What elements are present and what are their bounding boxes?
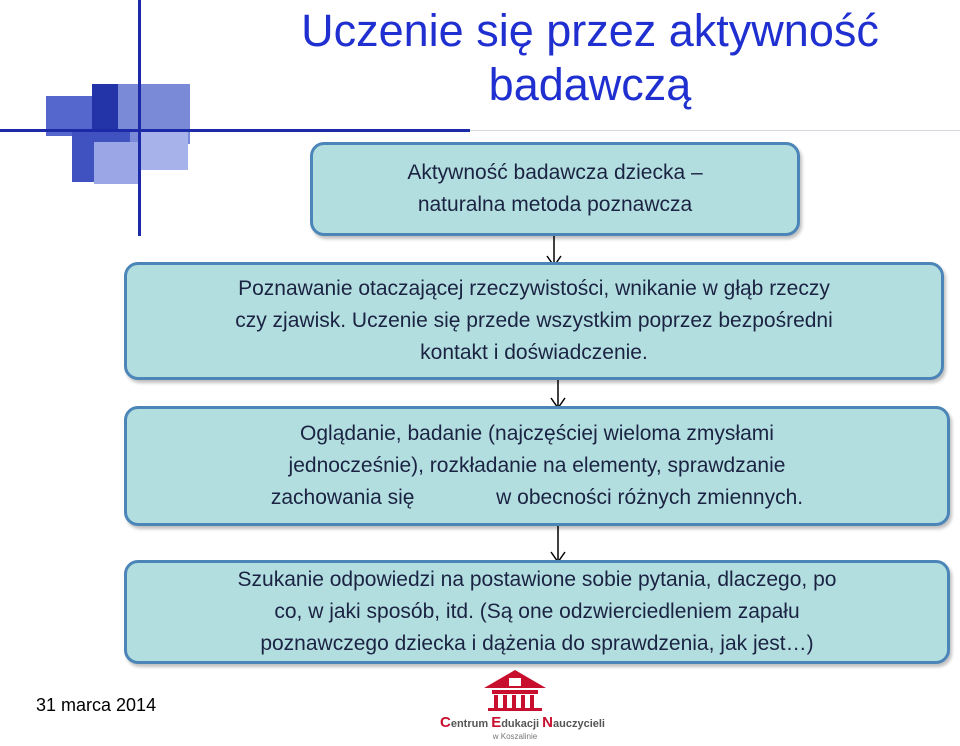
flow-box-3	[124, 406, 950, 526]
horizontal-divider	[0, 129, 470, 132]
logo-letter-n: N	[542, 714, 554, 731]
flow-box-1	[310, 142, 800, 236]
horizontal-divider-thin	[470, 130, 960, 131]
building-icon	[480, 668, 550, 712]
decor-square-5	[94, 142, 138, 184]
logo-word-1: entrum	[450, 718, 492, 730]
flow-box-2	[124, 262, 944, 380]
box-4-line-3: poznawczego dziecka i dążenia do sprawdzenia, jak jest…)	[260, 632, 814, 655]
logo-letter-e: E	[491, 714, 502, 731]
logo-letter-c: C	[440, 714, 451, 731]
box-4-line-1: Szukanie odpowiedzi na postawione sobie pytania, dlaczego, po	[237, 568, 837, 591]
logo-word-2: dukacji	[501, 718, 543, 730]
slide-title	[270, 4, 910, 112]
box-3-line-2: jednocześnie), rozkładanie na elementy, sprawdzanie	[288, 454, 786, 477]
box-1-line-1: Aktywność badawcza dziecka –	[407, 161, 703, 184]
box-4-line-2: co, w jaki sposób, itd. (Są one odzwierciedleniem zapału	[274, 600, 800, 623]
slide-date: 31 marca 2014	[36, 695, 157, 715]
box-1-line-2: naturalna metoda poznawcza	[417, 193, 693, 216]
logo-name	[440, 714, 605, 731]
box-2-line-2: czy zjawisk. Uczenie się przede wszystkim poprzez bezpośredni	[235, 309, 833, 332]
box-3-line-1: Oglądanie, badanie (najczęściej wieloma zmysłami	[300, 422, 774, 445]
vertical-divider	[138, 0, 141, 236]
box-2-line-3: kontakt i doświadczenie.	[420, 341, 648, 364]
title-line-2: badawczą	[488, 59, 692, 110]
institution-logo	[440, 668, 605, 744]
flow-box-4	[124, 560, 950, 664]
box-3-line-3: zachowania się w obecności różnych zmiennych.	[270, 486, 804, 509]
logo-word-3: auczycieli	[553, 718, 605, 730]
title-line-1: Uczenie się przez aktywność	[301, 5, 879, 56]
decor-square-6	[140, 130, 188, 170]
logo-subtitle: w Koszalinie	[492, 732, 538, 741]
box-2-line-1: Poznawanie otaczającej rzeczywistości, wnikanie w głąb rzeczy	[238, 277, 830, 300]
